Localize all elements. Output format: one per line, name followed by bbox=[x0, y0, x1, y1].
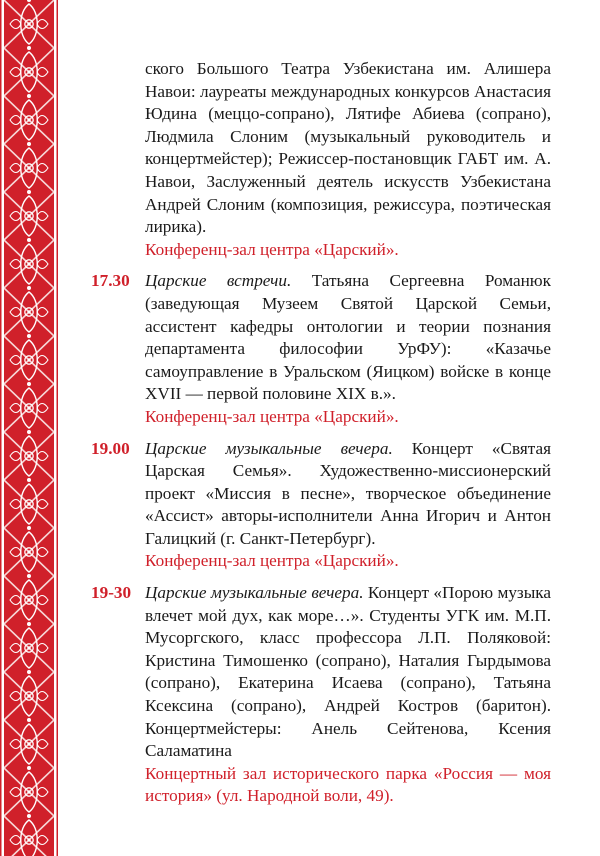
entry-series: Царские музыкальные вечера. bbox=[145, 438, 393, 458]
entry-series: Царские встречи. bbox=[145, 271, 292, 291]
entry-body bbox=[145, 270, 551, 428]
entry-text: ского Большого Театра Узбекистана им. Алишера Навои: лауреаты международных конкурсов Анастасия Юдина (меццо-сопрано), Лятифе Абиева (сопрано), Людмила Слоним (музыкальный руководитель и концертмейстер); Режиссер-постановщик ГАБТ им. А. Навои, Заслуженный деятель искусств Узбекистана Андрей Слоним (композиция, режиссура, поэтическая лирика). bbox=[145, 59, 551, 237]
ornamental-border-icon bbox=[0, 0, 58, 856]
entry-text: Концерт «Святая Царская Семья». Художественно-миссионерский проект «Миссия в песне», творческое объединение «Ассист» авторы-исполнители Анна Игорич и Антон Галицкий (г. Санкт-Петербург). bbox=[145, 438, 552, 548]
entry-venue: Конференц-зал центра «Царский». bbox=[145, 406, 399, 426]
entry-text: Концерт «Порою музыка влечет мой дух, как море…». Студенты УГК им. М.П. Мусоргского, класс профессора Л.П. Поляковой: Кристина Тимошенко (сопрано), Наталия Гырдымова (сопрано), Екатерина Исаева (сопрано), Татьяна Ксексина (сопрано), Андрей Костров (баритон). Концертмейстеры: Анель Сейтенова, Ксения Саламатина bbox=[145, 583, 551, 761]
entry-time: 17.30 bbox=[91, 271, 130, 291]
schedule-page bbox=[91, 58, 551, 817]
entry-text: Татьяна Сергеевна Романюк (заведующая Музеем Святой Царской Семьи, ассистент кафедры онтологии и теории познания департамента философии УрФУ): «Казачье самоуправление в Уральском (Яицком) войске в конце XVII — первой половине XIX в.». bbox=[145, 271, 551, 404]
entry-body bbox=[145, 58, 551, 261]
schedule-entry-continued bbox=[91, 58, 551, 261]
entry-body bbox=[145, 438, 551, 574]
entry-venue: Концертный зал исторического парка «Россия — моя история» (ул. Народной воли, 49). bbox=[145, 763, 551, 806]
entry-venue: Конференц-зал центра «Царский». bbox=[145, 551, 399, 571]
entry-venue: Конференц-зал центра «Царский». bbox=[145, 239, 399, 259]
entry-time: 19-30 bbox=[91, 583, 132, 603]
entry-time: 19.00 bbox=[91, 438, 130, 458]
schedule-entry-1730 bbox=[91, 270, 551, 428]
schedule-entry-1930 bbox=[91, 582, 551, 808]
entry-body bbox=[145, 582, 551, 808]
schedule-entry-1900 bbox=[91, 438, 551, 574]
entry-series: Царские музыкальные вечера. bbox=[145, 583, 364, 603]
